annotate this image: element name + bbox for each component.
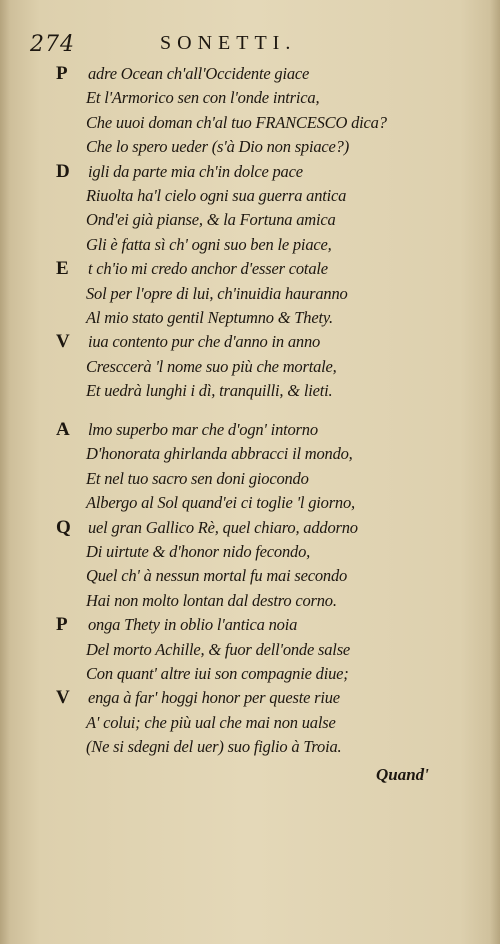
verse-line [56, 62, 464, 86]
verse-text: enga à far' hoggi honor per queste riue [88, 688, 340, 708]
verse-line [56, 516, 464, 540]
verse-text: Ond'ei già pianse, & la Fortuna amica [86, 210, 336, 230]
catchword: Quand' [376, 765, 429, 784]
verse-text: Quel ch' à nessun mortal fu mai secondo [86, 566, 348, 586]
verse-line [56, 257, 464, 281]
stanza-initial: E [56, 258, 69, 280]
verse-text: Et nel tuo sacro sen doni giocondo [86, 468, 309, 488]
stanza-initial: P [56, 63, 68, 84]
page-number: 274 [30, 32, 75, 57]
page-header [0, 30, 500, 60]
stanza-initial: Q [56, 516, 71, 538]
verse-line [56, 613, 464, 637]
verse-line [64, 564, 464, 588]
verse-text: Cresccerà 'l nome suo più che mortale, [86, 356, 337, 376]
verse-line [64, 233, 464, 257]
stanza-initial: V [56, 331, 70, 353]
verse-text: Hai non molto lontan dal destro corno. [86, 590, 337, 610]
verse-text: Del morto Achille, & fuor dell'onde salse [86, 639, 351, 659]
verse-text: (Ne si sdegni del uer) suo figlio à Troia. [86, 737, 342, 757]
verse-text: uel gran Gallico Rè, quel chiaro, addorno [88, 517, 358, 537]
verse-line [64, 306, 464, 330]
verse-line [56, 330, 464, 354]
left-edge-shading [0, 0, 10, 944]
verse-text: Et uedrà lunghi i dì, tranquilli, & lieti. [86, 381, 333, 401]
verse-text: Et l'Armorico sen con l'onde intrica, [86, 88, 320, 108]
verse-line [64, 711, 464, 735]
verse-text: igli da parte mia ch'in dolce pace [88, 161, 303, 181]
verse-text: Al mio stato gentil Neptumno & Thety. [86, 307, 333, 327]
verse-line [64, 442, 464, 466]
sonnet-1 [56, 62, 464, 403]
stanza-initial: P [56, 614, 68, 636]
verse-line [64, 638, 464, 662]
verse-text: Gli è fatta sì ch' ogni suo ben le piace, [86, 234, 332, 254]
verse-line [56, 418, 464, 442]
verse-text: Sol per l'opre di lui, ch'inuidia hauranno [86, 283, 348, 303]
verse-line [56, 160, 464, 184]
verse-text: A' colui; che più ual che mai non ualse [86, 712, 336, 732]
verse-text: onga Thety in oblio l'antica noia [88, 615, 298, 635]
verse-line [64, 491, 464, 515]
verse-text: Con quant' altre iui son compagnie diue; [86, 663, 349, 683]
verse-line [64, 589, 464, 613]
verse-line [64, 379, 464, 403]
verse-text: t ch'io mi credo anchor d'esser cotale [88, 259, 328, 279]
verse-text: Che uuoi doman ch'al tuo FRANCESCO dica? [86, 112, 387, 132]
verse-line [64, 208, 464, 232]
sonnet-2 [56, 418, 464, 759]
verse-line [64, 282, 464, 306]
verse-text: Di uirtute & d'honor nido fecondo, [86, 541, 311, 561]
verse-text: adre Ocean ch'all'Occidente giace [88, 64, 310, 83]
verse-text: Che lo spero ueder (s'à Dio non spiace?) [86, 137, 350, 157]
verse-line [64, 662, 464, 686]
verse-line [64, 184, 464, 208]
verse-line [64, 467, 464, 491]
verse-text: Albergo al Sol quand'ei ci toglie 'l giorno, [86, 493, 355, 513]
verse-line [56, 686, 464, 710]
verse-line [64, 540, 464, 564]
stanza-initial: V [56, 687, 70, 709]
verse-text: iua contento pur che d'anno in anno [88, 332, 321, 352]
verse-line [64, 111, 464, 135]
verse-line [64, 355, 464, 379]
verse-text: lmo superbo mar che d'ogn' intorno [88, 420, 318, 439]
right-edge-shading [490, 0, 500, 944]
verse-line [64, 735, 464, 759]
verse-text: D'honorata ghirlanda abbracci il mondo, [86, 444, 353, 464]
verse-text: Riuolta ha'l cielo ogni sua guerra antica [86, 185, 347, 205]
running-title: SONETTI. [160, 32, 297, 54]
stanza-initial: A [56, 419, 70, 440]
verse-line [64, 86, 464, 110]
verse-line [64, 135, 464, 159]
stanza-initial: D [56, 160, 70, 182]
